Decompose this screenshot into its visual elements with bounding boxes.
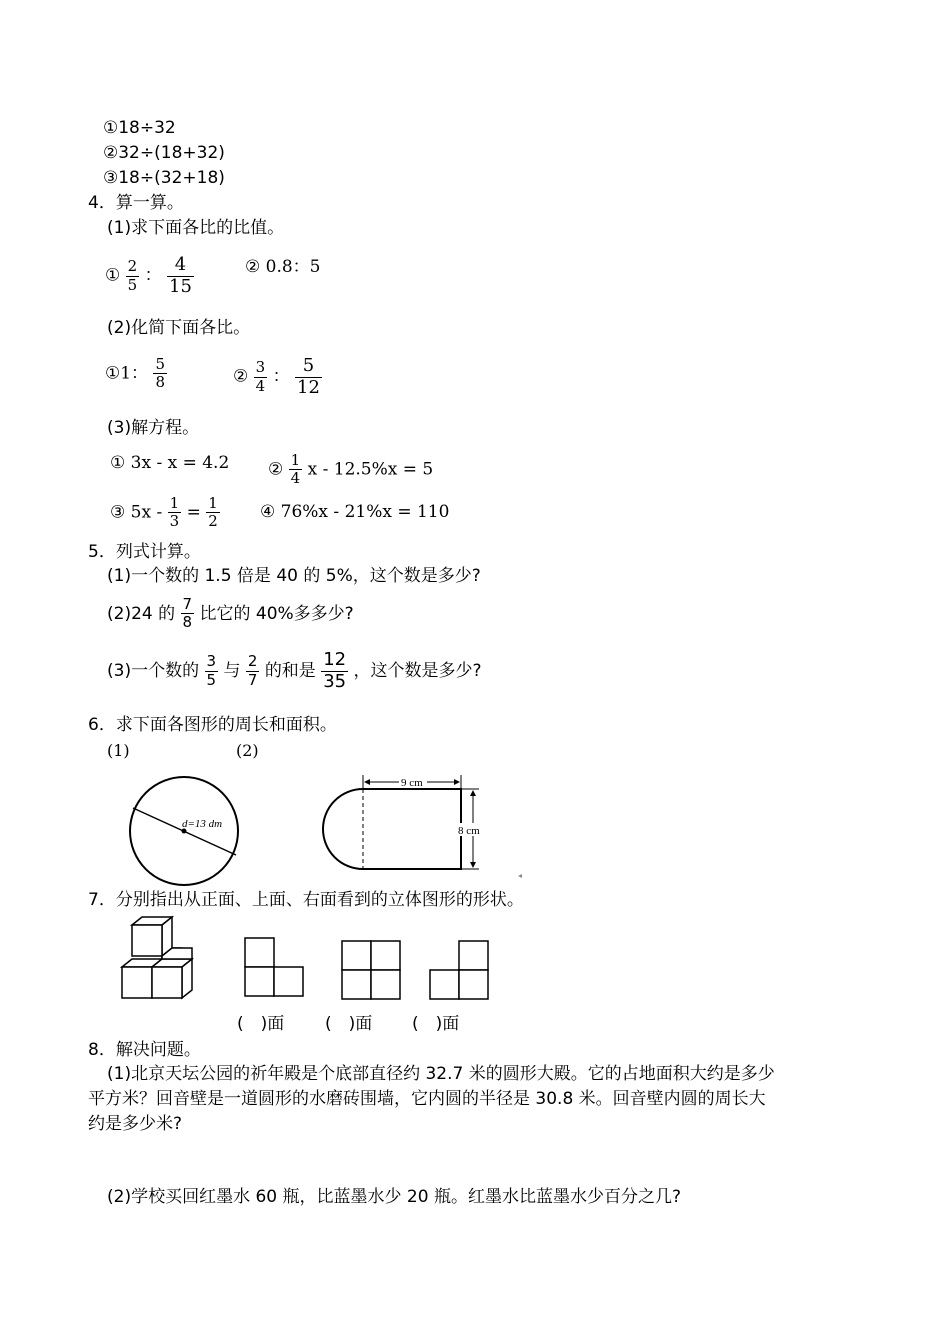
view1-bottom-left bbox=[245, 967, 274, 996]
q4-sub1: (1)求下面各比的比值。 bbox=[107, 218, 285, 238]
q4-title: 4．算一算。 bbox=[88, 193, 184, 213]
circle-figure bbox=[120, 775, 250, 890]
view-shape-1 bbox=[243, 936, 307, 1000]
height-arrow-top bbox=[470, 790, 476, 796]
view1-top bbox=[245, 938, 274, 967]
q4-ratio-2: ② 0.8：5 bbox=[245, 257, 321, 277]
q4-ratio-1: ① $\frac{2}{5}$ ： $\frac{4}{15}$ bbox=[105, 254, 192, 297]
view3-bottom-right bbox=[459, 970, 488, 999]
q4-simplify-1: ①1： $\frac{5}{8}$ bbox=[105, 355, 166, 392]
q4-equation-1: ① 3x - x = 4.2 bbox=[110, 453, 230, 473]
view1-bottom-right bbox=[274, 967, 303, 996]
q4-simplify-2: ② $\frac{3}{4}$ ： $\frac{5}{12}$ bbox=[233, 355, 320, 398]
width-arrow-left bbox=[364, 779, 370, 785]
view2-tl bbox=[342, 941, 371, 970]
view-shape-2 bbox=[340, 939, 404, 1003]
q8-problem-2: (2)学校买回红墨水 60 瓶，比蓝墨水少 20 瓶。红墨水比蓝墨水少百分之几? bbox=[107, 1187, 681, 1207]
q6-title: 6．求下面各图形的周长和面积。 bbox=[88, 715, 337, 735]
cube-stack-figure bbox=[120, 915, 215, 1003]
q8-problem-1-line-2: 平方米？回音壁是一道圆形的水磨砖围墙，它内圆的半径是 30.8 米。回音壁内圆的周长大 bbox=[88, 1089, 766, 1109]
q7-blank-1: ( )面 bbox=[237, 1014, 285, 1034]
q3-option-1: ①18÷32 bbox=[103, 118, 176, 138]
height-arrow-bottom bbox=[470, 862, 476, 868]
q5-problem-2: (2)24 的 $\frac{7}{8}$ 比它的 40%多多少? bbox=[107, 595, 354, 632]
view3-bottom-left bbox=[430, 970, 459, 999]
q6-label-1: (1) bbox=[107, 741, 130, 760]
q3-option-3: ③18÷(32+18) bbox=[103, 168, 225, 188]
q7-blank-3: ( )面 bbox=[412, 1014, 460, 1034]
cube-right-side bbox=[182, 959, 192, 998]
q4-sub2: (2)化简下面各比。 bbox=[107, 318, 251, 338]
height-label: 8 cm bbox=[458, 825, 480, 837]
view-shape-3 bbox=[428, 939, 492, 1003]
q3-option-2: ②32÷(18+32) bbox=[103, 143, 225, 163]
width-label: 9 cm bbox=[401, 777, 423, 789]
q8-title: 8．解决问题。 bbox=[88, 1040, 201, 1060]
q5-problem-1: (1)一个数的 1.5 倍是 40 的 5%，这个数是多少? bbox=[107, 566, 481, 586]
view2-br bbox=[371, 970, 400, 999]
composite-outline bbox=[323, 789, 461, 869]
cube-bottom-left bbox=[122, 967, 152, 998]
width-arrow-right bbox=[454, 779, 460, 785]
q4-equation-2: ② $\frac{1}{4}$ x - 12.5%x = 5 bbox=[268, 451, 434, 488]
q4-equation-3: ③ 5x - $\frac{1}{3}$ = $\frac{1}{2}$ bbox=[110, 494, 218, 531]
q4-equation-4: ④ 76%x - 21%x = 110 bbox=[260, 502, 450, 522]
view2-bl bbox=[342, 970, 371, 999]
view2-tr bbox=[371, 941, 400, 970]
q5-title: 5．列式计算。 bbox=[88, 542, 201, 562]
cube-bottom-right bbox=[152, 967, 182, 998]
view3-top bbox=[459, 941, 488, 970]
q6-label-2: (2) bbox=[236, 741, 259, 760]
cube-top-front bbox=[132, 925, 162, 956]
q4-sub3: (3)解方程。 bbox=[107, 418, 200, 438]
semicircle-rectangle-figure bbox=[313, 772, 528, 882]
diameter-label: d=13 dm bbox=[182, 818, 223, 830]
q5-problem-3: (3)一个数的 $\frac{3}{5}$ 与 $\frac{2}{7}$ 的和是 $\frac{12}{35}$ ，这个数是多少? bbox=[107, 649, 482, 692]
q7-title: 7．分别指出从正面、上面、右面看到的立体图形的形状。 bbox=[88, 890, 524, 910]
small-mark bbox=[518, 874, 522, 878]
q7-blank-2: ( )面 bbox=[325, 1014, 373, 1034]
q8-problem-1-line-1: (1)北京天坛公园的祈年殿是个底部直径约 32.7 米的圆形大殿。它的占地面积大约是多少 bbox=[107, 1064, 775, 1084]
q8-problem-1-line-3: 约是多少米? bbox=[88, 1114, 183, 1134]
